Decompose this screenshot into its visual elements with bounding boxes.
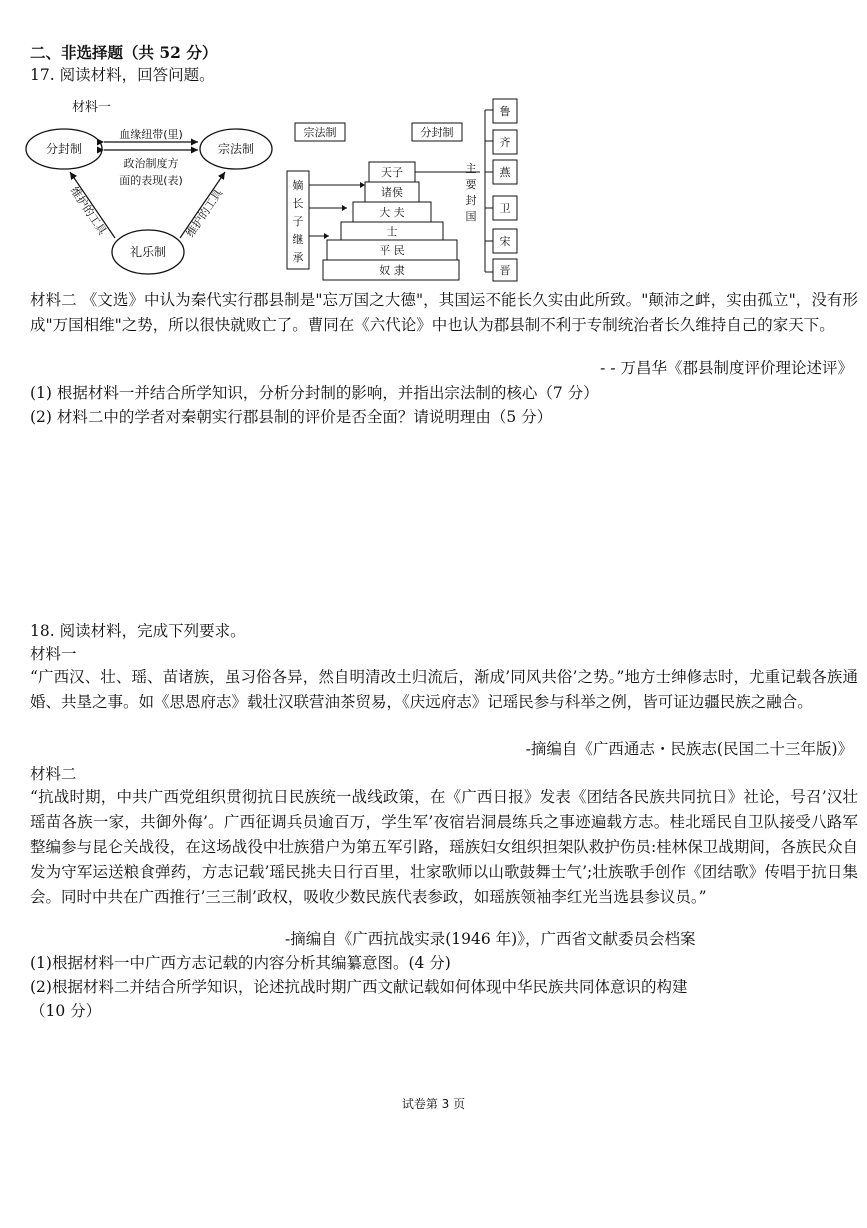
- q18-question-1: (1)根据材料一中广西方志记载的内容分析其编纂意图。(4 分): [30, 954, 451, 972]
- mid-char-1: 主: [465, 162, 477, 175]
- q18-material2-text: “抗战时期，中共广西党组织贯彻抗日民族统一战线政策，在《广西日报》发表《团结各民族共同抗日》社论，号召’汉壮瑶苗各族一家，共御外侮’。广西征调兵员逾百万，学生军’夜宿岩洞晨练兵之事迹遍载方志。桂北瑶民自卫队接受八路军整编参与昆仑关战役，在这场战役中壮族猎户为第五军引路，瑶族妇女组织担架队救护伤员:桂林保卫战期间，各族民众自发为守军运送粮食弹药，方志记载’瑶民挑夫日行百里，壮家歌师以山歌鼓舞士气’;壮族歌手创作《团结歌》传唱于抗日集会。同时中共在广西推行’三三制’政权，吸收少数民族代表参政，如瑶族领袖李红光当选县参议员。”: [30, 788, 858, 906]
- q17-material2-source: - - 万昌华《郡县制度评价理论述评》: [600, 359, 853, 377]
- pyramid-label-4: 士: [386, 225, 398, 238]
- q18-material1-text: “广西汉、壮、瑶、苗诸族，虽习俗各异，然自明清改土归流后，渐成’同风共俗’之势。”地方士绅修志时，尤重记载各族通婚、共垦之事。如《思恩府志》载壮汉联营油茶贸易，《庆远府志》记瑶民参与科举之例，皆可证边疆民族之融合。: [30, 668, 858, 711]
- q17-question-2: (2) 材料二中的学者对秦朝实行郡县制的评价是否全面？请说明理由（5 分）: [30, 408, 553, 426]
- vertical-char-3: 子: [292, 215, 304, 228]
- section-title: 二、非选择题（共 52 分）: [30, 43, 218, 62]
- vertical-char-4: 继: [292, 233, 304, 246]
- vertical-char-5: 承: [292, 251, 304, 264]
- mid-char-3: 封: [465, 194, 477, 207]
- institution-relation-diagram: [20, 110, 280, 280]
- pyramid-label-6: 奴 隶: [379, 264, 405, 277]
- pyramid-label-1: 天子: [381, 166, 403, 179]
- vertical-char-2: 长: [292, 197, 304, 210]
- mid-char-4: 国: [465, 210, 477, 223]
- edge-left-label: 维护的工具: [67, 184, 110, 238]
- pyramid-label-5: 平 民: [379, 244, 405, 257]
- q18-material1-source: -摘编自《广西通志・民族志(民国二十三年版)》: [525, 740, 853, 758]
- state-wei: 卫: [499, 202, 511, 215]
- edge-mid-label-1: 政治制度方: [123, 157, 179, 170]
- mid-char-2: 要: [465, 178, 477, 191]
- edge-mid-label-2: 面的表现(表): [119, 174, 183, 187]
- state-lu: 鲁: [499, 105, 511, 118]
- q18-material2-label: 材料二: [30, 765, 77, 783]
- label-fenfeng: 分封制: [420, 126, 454, 139]
- q18-title: 18. 阅读材料，完成下列要求。: [30, 622, 246, 640]
- edge-top-label: 血缘纽带(里): [119, 128, 183, 141]
- state-yan: 燕: [499, 166, 511, 179]
- q18-question-2-line1: (2)根据材料二并结合所学知识，论述抗战时期广西文献记载如何体现中华民族共同体意识的构建: [30, 978, 688, 996]
- pyramid-label-2: 诸侯: [381, 186, 403, 199]
- node-fenfeng-label: 分封制: [45, 142, 83, 156]
- state-jin: 晋: [499, 264, 511, 277]
- q17-question-1: (1) 根据材料一并结合所学知识，分析分封制的影响，并指出宗法制的核心（7 分）: [30, 384, 599, 402]
- q18-material1-label: 材料一: [30, 645, 77, 663]
- zongfa-fenfeng-hierarchy-diagram: [285, 96, 530, 284]
- q17-material1-label: 材料一: [72, 100, 112, 115]
- page-footer: 试卷第 3 页: [401, 1097, 466, 1111]
- state-qi: 齐: [499, 136, 511, 149]
- vertical-char-1: 嫡: [292, 179, 304, 192]
- q17-material2-text: 材料二 《文选》中认为秦代实行郡县制是"忘万国之大德"，其国运不能长久实由此所致。"颠沛之衅，实由孤立"，没有形成"万国相维"之势，所以很快就败亡了。曹同在《六代论》中也认为郡县制不利于专制统治者长久维持自己的家天下。: [30, 291, 858, 334]
- edge-right-label: 维护的工具: [183, 186, 226, 240]
- pyramid-label-3: 大 夫: [379, 206, 405, 219]
- state-song: 宋: [499, 235, 511, 248]
- q17-title: 17. 阅读材料，回答问题。: [30, 66, 215, 84]
- node-zongfa-label: 宗法制: [217, 142, 255, 156]
- label-zongfa: 宗法制: [303, 126, 337, 139]
- node-liyue-label: 礼乐制: [129, 245, 167, 259]
- q18-question-2-line2: （10 分）: [30, 1002, 102, 1020]
- q18-material2-source: -摘编自《广西抗战实录(1946 年)》，广西省文献委员会档案: [285, 930, 696, 948]
